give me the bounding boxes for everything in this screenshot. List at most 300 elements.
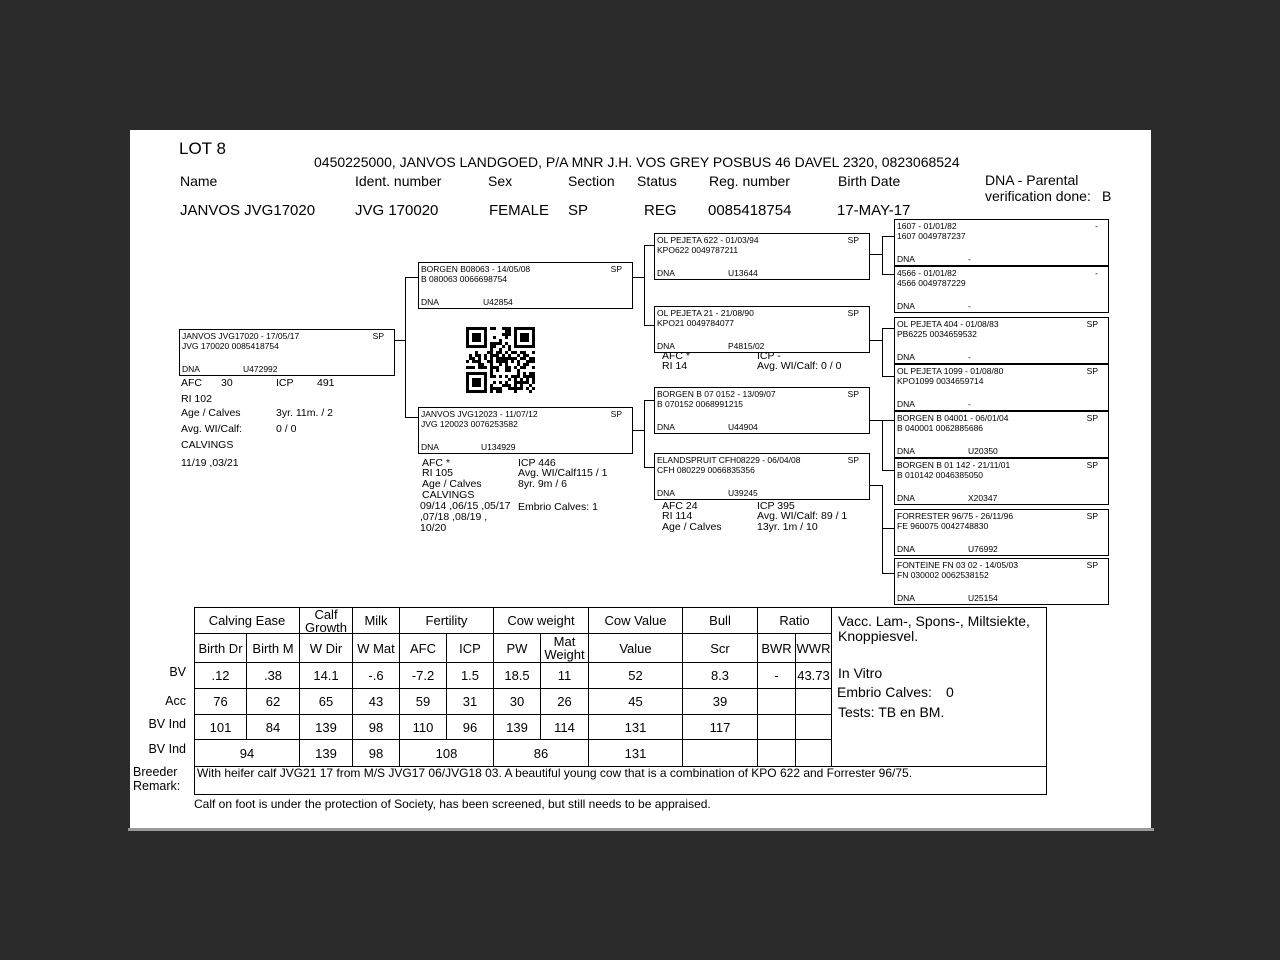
grandparent-box (654, 387, 870, 434)
table-cell-bvind2: 131 (588, 739, 683, 767)
qr-module (511, 357, 514, 360)
pedigree-line (632, 277, 644, 278)
qr-module (484, 354, 487, 357)
qr-module (517, 369, 520, 372)
qr-module (511, 387, 514, 390)
qr-module (496, 357, 499, 360)
grandparent-box (654, 306, 870, 353)
qr-module (502, 360, 505, 363)
qr-module (490, 357, 493, 360)
qr-module (520, 351, 523, 354)
table-cell-acc: 45 (588, 688, 683, 715)
qr-module (517, 360, 520, 363)
embrio-calves-value: 0 (946, 684, 954, 700)
self-box-ident: JVG 170020 0085418754 (182, 341, 279, 351)
qr-module (502, 384, 505, 387)
sire-section: SP (610, 264, 622, 274)
qr-module (481, 366, 484, 369)
qr-module (520, 378, 523, 381)
table-cell-bv: 14.1 (299, 662, 353, 689)
qr-module (532, 360, 535, 363)
great-grandparent-dna-label: DNA (897, 399, 915, 409)
table-cell-bvind: 114 (540, 714, 589, 740)
animal-name: JANVOS JVG17020 (180, 202, 316, 219)
great-grandparent-box (894, 317, 1109, 364)
qr-module (508, 384, 511, 387)
table-column-header: Birth M (246, 633, 300, 663)
dam-wi: Avg. WI/Calf115 / 1 (518, 467, 608, 479)
table-cell-acc (757, 688, 796, 715)
qr-module (487, 360, 490, 363)
table-cell-bvind2: 86 (493, 739, 589, 767)
pedigree-line (644, 400, 654, 401)
grandparent-dna-label: DNA (657, 422, 675, 432)
vaccination-line-1: Vacc. Lam-, Spons-, Miltsiekte, (838, 613, 1030, 629)
qr-module (511, 360, 514, 363)
qr-module (490, 363, 493, 366)
qr-module (484, 366, 487, 369)
qr-module (508, 330, 511, 333)
great-grandparent-ident: FN 030002 0062538152 (897, 570, 989, 580)
grandparent-dna-label: DNA (657, 488, 675, 498)
remark-label-1: Breeder (133, 765, 178, 779)
qr-module (529, 375, 532, 378)
qr-module (475, 360, 478, 363)
qr-module (520, 384, 523, 387)
great-grandparent-dna-value: - (968, 399, 971, 409)
qr-module (526, 360, 529, 363)
qr-module (505, 330, 508, 333)
grandparent-title: ELANDSPRUIT CFH08229 - 06/04/08 (657, 455, 801, 465)
table-cell-bv: -.6 (352, 662, 400, 689)
qr-module (490, 384, 493, 387)
qr-module (520, 366, 523, 369)
table-row-label: BV Ind (148, 717, 186, 731)
qr-module (490, 366, 493, 369)
pedigree-line (394, 340, 405, 341)
self-wi-value: 0 / 0 (276, 423, 297, 435)
table-group-header: Milk (352, 607, 400, 634)
qr-module (508, 378, 511, 381)
table-cell-bvind: 131 (588, 714, 683, 740)
great-grandparent-box (894, 509, 1109, 556)
self-box-dna-value: U472992 (243, 364, 278, 374)
qr-module (502, 333, 505, 336)
qr-module (499, 348, 502, 351)
self-age-label: Age / Calves (181, 407, 241, 419)
qr-module (496, 387, 499, 390)
gp4-icp: ICP 395 (757, 500, 795, 512)
great-grandparent-dna-label: DNA (897, 544, 915, 554)
qr-module (493, 345, 496, 348)
qr-code[interactable] (466, 327, 535, 393)
qr-module (508, 354, 511, 357)
dam-title: JANVOS JVG12023 - 11/07/12 (421, 409, 538, 419)
qr-module (496, 360, 499, 363)
grandparent-ident: KPO21 0049784077 (657, 318, 735, 328)
great-grandparent-section: SP (1086, 560, 1098, 570)
table-group-header: Fertility (399, 607, 494, 634)
pedigree-line (882, 236, 894, 237)
table-row-label: Acc (165, 694, 186, 708)
gp4-wi: Avg. WI/Calf: 89 / 1 (757, 510, 848, 522)
great-grandparent-box (894, 364, 1109, 411)
qr-module (514, 387, 517, 390)
pedigree-line (882, 328, 883, 376)
table-column-header: Value (588, 633, 683, 663)
grandparent-title: OL PEJETA 622 - 01/03/94 (657, 235, 759, 245)
breeder-remark: With heifer calf JVG21 17 from M/S JVG17 06/JVG18 03. A beautiful young cow that is a combination of KPO 622 and Forrester 96/75. (197, 766, 913, 780)
great-grandparent-ident: 4566 0049787229 (897, 278, 966, 288)
qr-module (514, 366, 517, 369)
dam-calvings-1: 09/14 ,06/15 ,05/17 (420, 500, 511, 512)
qr-module (502, 345, 505, 348)
qr-module (508, 357, 511, 360)
dam-ri: RI 105 (422, 467, 453, 479)
dna-verification-value: B (1102, 188, 1112, 204)
qr-module (493, 366, 496, 369)
dam-calvings-3: 10/20 (420, 522, 447, 534)
great-grandparent-dna-label: DNA (897, 593, 915, 603)
great-grandparent-section: SP (1086, 319, 1098, 329)
great-grandparent-ident: PB6225 0034659532 (897, 329, 977, 339)
great-grandparent-dna-value: - (968, 352, 971, 362)
table-cell-bvind (795, 714, 832, 740)
dam-calvings-label: CALVINGS (422, 489, 475, 501)
table-cell-bvind: 110 (399, 714, 447, 740)
table-cell-bvind: 101 (194, 714, 247, 740)
qr-module (499, 390, 502, 393)
grandparent-dna-value: U13644 (728, 268, 758, 278)
qr-module (496, 366, 499, 369)
qr-module (511, 375, 514, 378)
pedigree-line (882, 485, 883, 573)
qr-module (502, 357, 505, 360)
qr-module (520, 387, 523, 390)
qr-module (487, 351, 490, 354)
table-cell-bvind2 (757, 739, 796, 767)
vaccination-line-2: Knoppiesvel. (838, 628, 919, 644)
qr-module (490, 360, 493, 363)
qr-module (490, 369, 493, 372)
header-dna-1: DNA - Parental (985, 172, 1079, 188)
pedigree-line (405, 277, 418, 278)
great-grandparent-title: OL PEJETA 1099 - 01/08/80 (897, 366, 1004, 376)
pedigree-line (869, 254, 882, 255)
great-grandparent-section: - (1095, 268, 1098, 278)
qr-module (490, 372, 493, 375)
qr-module (493, 354, 496, 357)
self-ri: RI 102 (181, 393, 212, 405)
qr-module (523, 366, 526, 369)
qr-module (493, 387, 496, 390)
pedigree-line (882, 470, 894, 471)
qr-module (505, 369, 508, 372)
table-cell-acc: 65 (299, 688, 353, 715)
dam-age-value: 8yr. 9m / 6 (518, 478, 568, 490)
table-cell-bvind: 139 (299, 714, 353, 740)
qr-module (532, 357, 535, 360)
animal-ident: JVG 170020 (355, 202, 439, 219)
great-grandparent-dna-label: DNA (897, 254, 915, 264)
qr-module (508, 333, 511, 336)
qr-module (478, 354, 481, 357)
great-grandparent-dna-label: DNA (897, 301, 915, 311)
qr-module (478, 366, 481, 369)
great-grandparent-dna-value: - (968, 254, 971, 264)
self-box-dna-label: DNA (182, 364, 200, 374)
pedigree-line (632, 430, 644, 431)
sire-title: BORGEN B08063 - 14/05/08 (421, 264, 531, 274)
dam-section: SP (610, 409, 622, 419)
self-box-title: JANVOS JVG17020 - 17/05/17 (182, 331, 300, 341)
qr-module (520, 357, 523, 360)
qr-module (532, 366, 535, 369)
great-grandparent-title: FORRESTER 96/75 - 26/11/96 (897, 511, 1014, 521)
gp4-age-label: Age / Calves (662, 521, 722, 533)
table-cell-acc: 39 (682, 688, 758, 715)
qr-module (532, 372, 535, 375)
qr-module (529, 357, 532, 360)
qr-module (490, 342, 493, 345)
table-cell-bv: - (757, 662, 796, 689)
qr-module (514, 351, 517, 354)
qr-module (469, 354, 472, 357)
great-grandparent-dna-label: DNA (897, 352, 915, 362)
in-vitro: In Vitro (838, 665, 883, 681)
qr-module (514, 375, 517, 378)
pedigree-line (869, 420, 894, 421)
self-box-section: SP (372, 331, 384, 341)
grandparent-title: OL PEJETA 21 - 21/08/90 (657, 308, 754, 318)
qr-module (475, 354, 478, 357)
footer-note: Calf on foot is under the protection of Society, has been screened, but still needs to be appraised. (194, 797, 711, 811)
table-cell-bv: 18.5 (493, 662, 541, 689)
grandparent-section: SP (847, 308, 859, 318)
sire-dna-label: DNA (421, 297, 439, 307)
table-column-header: ICP (446, 633, 494, 663)
table-cell-bvind2: 139 (299, 739, 353, 767)
table-cell-bv: 1.5 (446, 662, 494, 689)
table-column-header: Scr (682, 633, 758, 663)
qr-module (493, 336, 496, 339)
qr-module (517, 381, 520, 384)
pedigree-line (644, 325, 654, 326)
qr-module (493, 381, 496, 384)
tests: Tests: TB en BM. (838, 704, 945, 720)
remark-label-2: Remark: (133, 779, 181, 793)
qr-module (499, 339, 502, 342)
qr-module (514, 378, 517, 381)
grandparent-box (654, 233, 870, 280)
dam-dna-value: U134929 (481, 442, 516, 452)
pedigree-line (882, 573, 894, 574)
qr-module (517, 354, 520, 357)
sire-pedigree-box (418, 262, 633, 309)
pedigree-line (869, 340, 882, 341)
qr-module (496, 351, 499, 354)
qr-module (532, 381, 535, 384)
qr-module (496, 354, 499, 357)
qr-finder-top-right (514, 327, 535, 348)
self-icp-label: ICP (276, 377, 294, 389)
gp2-ri: RI 14 (662, 360, 688, 372)
qr-module (493, 327, 496, 330)
dam-age-label: Age / Calves (422, 478, 482, 490)
pedigree-line (882, 236, 883, 274)
pedigree-line (405, 417, 418, 418)
qr-module (502, 327, 505, 330)
animal-birth: 17-MAY-17 (837, 202, 911, 219)
great-grandparent-section: SP (1086, 511, 1098, 521)
table-cell-acc: 76 (194, 688, 247, 715)
grandparent-title: BORGEN B 07 0152 - 13/09/07 (657, 389, 776, 399)
table-cell-acc (795, 688, 832, 715)
great-grandparent-ident: FE 960075 0042748830 (897, 521, 989, 531)
animal-status: REG (644, 202, 677, 219)
table-column-header: Mat Weight (540, 633, 589, 663)
qr-module (469, 366, 472, 369)
qr-module (499, 342, 502, 345)
table-row-label: BV Ind (148, 742, 186, 756)
gp4-ri: RI 114 (662, 510, 693, 522)
great-grandparent-dna-value: U25154 (968, 593, 998, 603)
self-icp-value: 491 (317, 377, 335, 389)
qr-module (523, 375, 526, 378)
table-column-header: Birth Dr (194, 633, 247, 663)
qr-module (532, 375, 535, 378)
header-section: Section (568, 173, 615, 189)
qr-module (490, 327, 493, 330)
pedigree-line (882, 528, 894, 529)
great-grandparent-section: - (1095, 221, 1098, 231)
self-pedigree-box (179, 329, 395, 376)
header-name: Name (180, 173, 218, 189)
qr-module (484, 357, 487, 360)
qr-module (475, 351, 478, 354)
qr-module (478, 363, 481, 366)
pedigree-line (869, 485, 882, 486)
dam-calvings-2: ,07/18 ,08/19 , (420, 511, 488, 523)
qr-module (508, 366, 511, 369)
table-cell-acc: 62 (246, 688, 300, 715)
pedigree-line (644, 400, 645, 467)
dam-afc: AFC * (422, 457, 451, 469)
great-grandparent-title: BORGEN B 01 142 - 21/11/01 (897, 460, 1011, 470)
self-afc-label: AFC (181, 377, 202, 389)
qr-module (472, 357, 475, 360)
qr-module (493, 375, 496, 378)
table-cell-bvind2: 98 (352, 739, 400, 767)
qr-module (481, 363, 484, 366)
qr-module (529, 384, 532, 387)
table-cell-acc: 30 (493, 688, 541, 715)
header-ident: Ident. number (355, 173, 442, 189)
qr-module (505, 357, 508, 360)
header-status: Status (637, 173, 677, 189)
header-birth: Birth Date (838, 173, 901, 189)
qr-module (502, 354, 505, 357)
qr-module (505, 384, 508, 387)
qr-module (505, 375, 508, 378)
table-cell-bv: -7.2 (399, 662, 447, 689)
sire-dna-value: U42854 (483, 297, 513, 307)
header-dna-2: verification done: (985, 188, 1091, 204)
sire-ident: B 080063 0066698754 (421, 274, 508, 284)
animal-sex: FEMALE (489, 202, 550, 219)
qr-module (508, 348, 511, 351)
great-grandparent-ident: B 010142 0046385050 (897, 470, 984, 480)
qr-module (490, 345, 493, 348)
table-row-label: BV (169, 665, 186, 679)
table-cell-bvind: 96 (446, 714, 494, 740)
great-grandparent-box (894, 219, 1109, 266)
table-cell-bvind2: 108 (399, 739, 494, 767)
qr-module (499, 357, 502, 360)
qr-module (490, 351, 493, 354)
qr-module (466, 360, 469, 363)
qr-finder-top-left (466, 327, 487, 348)
lot-number: LOT 8 (179, 139, 226, 158)
qr-module (532, 378, 535, 381)
grandparent-ident: B 070152 0068991215 (657, 399, 744, 409)
animal-section: SP (568, 202, 589, 219)
dam-icp: ICP 446 (518, 457, 556, 469)
qr-module (526, 381, 529, 384)
grandparent-dna-label: DNA (657, 341, 675, 351)
qr-module (499, 381, 502, 384)
qr-module (472, 360, 475, 363)
grandparent-dna-value: U44904 (728, 422, 758, 432)
header-reg: Reg. number (709, 173, 790, 189)
great-grandparent-ident: B 040001 0062885686 (897, 423, 984, 433)
table-cell-acc: 26 (540, 688, 589, 715)
pedigree-line (882, 274, 894, 275)
table-group-header: Cow weight (493, 607, 589, 634)
qr-module (505, 366, 508, 369)
qr-module (505, 336, 508, 339)
great-grandparent-dna-label: DNA (897, 493, 915, 503)
table-cell-bvind: 117 (682, 714, 758, 740)
table-cell-bv: 11 (540, 662, 589, 689)
gp2-afc: AFC * (662, 350, 691, 362)
table-group-header: Cow Value (588, 607, 683, 634)
qr-module (496, 342, 499, 345)
gp4-afc: AFC 24 (662, 500, 698, 512)
qr-module (508, 345, 511, 348)
table-cell-bv: .38 (246, 662, 300, 689)
qr-module (526, 375, 529, 378)
qr-module (499, 351, 502, 354)
dam-embrio-calves: Embrio Calves: 1 (518, 501, 598, 513)
qr-module (526, 363, 529, 366)
qr-module (478, 360, 481, 363)
qr-module (523, 381, 526, 384)
gp2-wi: Avg. WI/Calf: 0 / 0 (757, 360, 842, 372)
qr-module (508, 387, 511, 390)
qr-module (523, 351, 526, 354)
qr-module (532, 351, 535, 354)
qr-module (529, 372, 532, 375)
table-group-header: Calving Ease (194, 607, 300, 634)
great-grandparent-dna-value: U20350 (968, 446, 998, 456)
table-cell-bvind2 (682, 739, 758, 767)
great-grandparent-title: 4566 - 01/01/82 (897, 268, 957, 278)
qr-module (514, 357, 517, 360)
qr-module (520, 381, 523, 384)
table-cell-bv: .12 (194, 662, 247, 689)
pedigree-line (644, 245, 645, 325)
